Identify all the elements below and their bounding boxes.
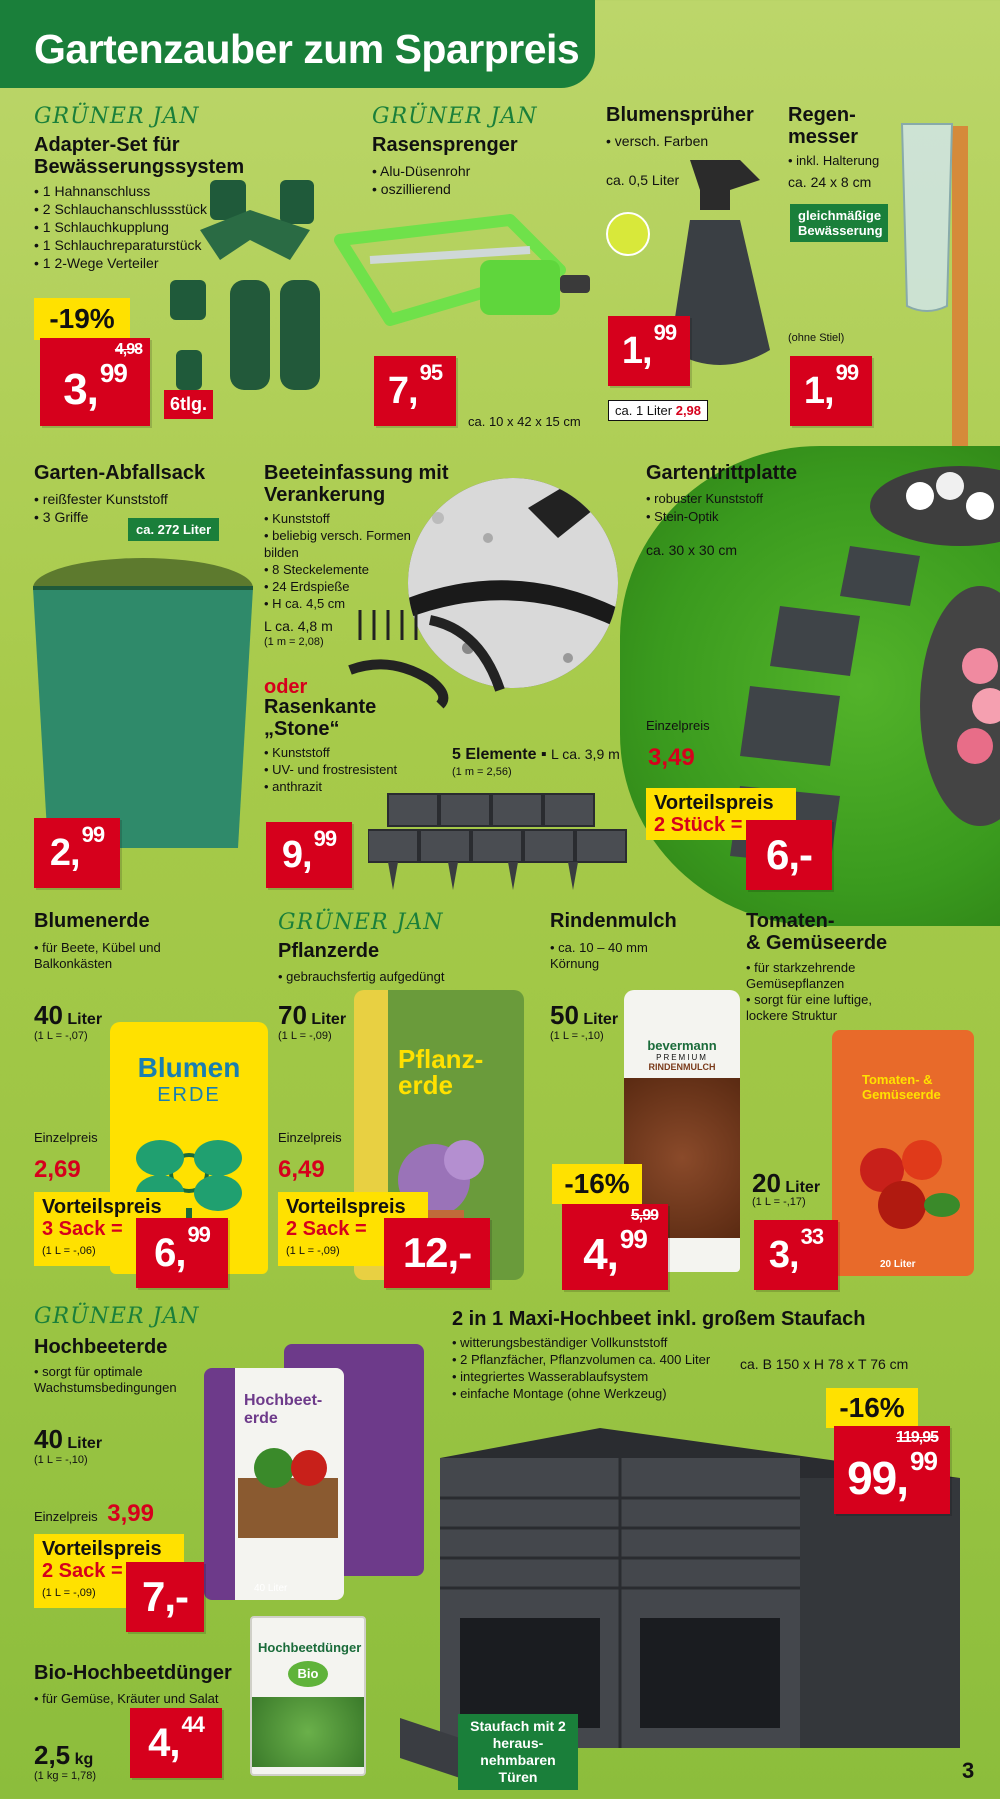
regenmesser-image <box>892 116 992 446</box>
abfallsack-title: Garten-Abfallsack <box>34 462 206 484</box>
regenmesser-badge: gleichmäßige Bewässerung <box>790 204 888 242</box>
pflanzerde-bag-image: Pflanz- erde <box>354 990 524 1280</box>
adapter-discount-badge: -19% <box>34 298 130 340</box>
rindenmulch-features: • ca. 10 – 40 mm Körnung <box>550 940 670 972</box>
adapter-old-price: 4,98 <box>114 341 142 358</box>
beeteinfassung-length: L ca. 4,8 m <box>264 618 333 634</box>
page-number: 3 <box>962 1758 975 1783</box>
adapter-pieces-badge: 6tlg. <box>164 390 213 419</box>
spruher-volume: ca. 0,5 Liter <box>606 172 680 188</box>
duenger-price-tag: 4, 44 <box>130 1708 222 1778</box>
rindenmulch-title: Rindenmulch <box>550 910 677 932</box>
duenger-unit-price: (1 kg = 1,78) <box>34 1770 97 1782</box>
abfallsack-price-tag: 2, 99 <box>34 818 120 888</box>
adapter-image <box>160 170 340 410</box>
hochbeeterde-deal-price: 7,- <box>126 1562 204 1632</box>
pflanzerde-features: • gebrauchsfertig aufgedüngt <box>278 968 444 986</box>
adapter-title: Adapter-Set für Bewässerungssystem <box>34 134 245 178</box>
regenmesser-title: Regen- messer <box>788 104 859 148</box>
spruher-base-price: ca. 1 Liter 2,98 <box>608 400 708 421</box>
pflanzerde-deal-price: 12,- <box>384 1218 490 1288</box>
trittplatte-deal-price: 6,- <box>746 820 832 890</box>
hochbeeterde-amount: 40 Liter <box>34 1424 103 1454</box>
blumenerde-unit-price: (1 L = -,07) <box>34 1030 88 1042</box>
page-title: Gartenzauber zum Sparpreis <box>34 26 580 72</box>
brand-logo: GRÜNER JAN <box>34 104 200 129</box>
tomatenerde-amount: 20 Liter <box>752 1168 821 1198</box>
tomatenerde-unit-price: (1 L = -,17) <box>752 1196 806 1208</box>
trittplatte-features: • robuster Kunststoff • Stein-Optik <box>646 490 763 526</box>
hochbeeterde-bag-image: Hochbeet- erde 40 Liter <box>204 1368 344 1600</box>
rindenmulch-amount: 50 Liter <box>550 1000 619 1030</box>
adapter-features: • 1 Hahnanschluss • 2 Schlauchanschlussstück • 1 Schlauchkupplung • 1 Schlauchreparaturstück • 1 2-Wege Verteiler <box>34 182 254 272</box>
duenger-features: • für Gemüse, Kräuter und Salat <box>34 1690 218 1708</box>
blumenerde-title: Blumenerde <box>34 910 150 932</box>
rindenmulch-old-price: 5,99 <box>630 1207 658 1224</box>
rindenmulch-unit-price: (1 L = -,10) <box>550 1030 604 1042</box>
regenmesser-size: ca. 24 x 8 cm <box>788 174 872 190</box>
regenmesser-features: • inkl. Halterung <box>788 152 879 170</box>
duenger-title: Bio-Hochbeetdünger <box>34 1662 232 1684</box>
tomatenerde-title: Tomaten- & Gemüseerde <box>746 910 888 954</box>
beeteinfassung-title: Beeteinfassung mit Verankerung <box>264 462 449 506</box>
page-header <box>0 0 595 88</box>
spruher-price-tag: 1, 99 <box>608 316 690 386</box>
rindenmulch-discount-badge: -16% <box>552 1164 642 1204</box>
rasenkante-elements: 5 Elemente ▪ L ca. 3,9 m <box>452 746 620 763</box>
rasenkante-title: Rasenkante „Stone“ <box>264 696 377 740</box>
rindenmulch-bag-image: bevermann PREMIUM RINDENMULCH <box>624 990 740 1272</box>
tomatenerde-bag-image: Tomaten- & Gemüseerde 20 Liter <box>832 1030 974 1276</box>
tomatenerde-features: • für starkzehrende Gemüsepflanzen • sorgt für eine luftige, lockere Struktur <box>746 960 896 1024</box>
trittplatte-single-price: 3,49 <box>648 744 695 771</box>
blumenerde-features: • für Beete, Kübel und Balkonkästen <box>34 940 224 972</box>
rasenkante-image <box>368 790 628 900</box>
beeteinfassung-or: oder <box>264 676 308 698</box>
rasenkante-features: • Kunststoff • UV- und frostresistent • anthrazit <box>264 744 397 795</box>
hochbeet-size: ca. B 150 x H 78 x T 76 cm <box>740 1356 909 1372</box>
hochbeet-old-price: 119,95 <box>895 1429 938 1446</box>
sprenger-title: Rasensprenger <box>372 134 518 156</box>
sprenger-features: • Alu-Düsenrohr • oszillierend <box>372 162 470 198</box>
hochbeeterde-unit-price: (1 L = -,10) <box>34 1454 88 1466</box>
pflanzerde-single-price: 6,49 <box>278 1156 325 1183</box>
blumenerde-deal-box: Vorteilspreis 3 Sack = (1 L = -,06) <box>34 1192 184 1266</box>
duenger-box-image: Hochbeetdünger Bio <box>250 1616 366 1776</box>
hochbeet-discount-badge: -16% <box>826 1388 918 1428</box>
regenmesser-price-tag: 1, 99 <box>790 356 872 426</box>
sprenger-image <box>330 210 610 340</box>
blumenerde-single-label: Einzelpreis <box>34 1130 98 1145</box>
duenger-amount: 2,5 kg <box>34 1740 94 1770</box>
trittplatte-deal-box: Vorteilspreis 2 Stück = <box>646 788 796 840</box>
beeteinfassung-unit-price: (1 m = 2,08) <box>264 636 324 648</box>
pflanzerde-amount: 70 Liter <box>278 1000 347 1030</box>
beeteinfassung-price-tag: 9, 99 <box>266 822 352 888</box>
color-option-swatch <box>606 212 650 256</box>
rindenmulch-price-tag: 5,99 4, 99 <box>562 1204 668 1290</box>
spruher-title: Blumensprüher <box>606 104 754 126</box>
blumenerde-amount: 40 Liter <box>34 1000 103 1030</box>
pflanzerde-deal-box: Vorteilspreis 2 Sack = (1 L = -,09) <box>278 1192 428 1266</box>
beeteinfassung-features: • Kunststoff • beliebig versch. Formen bilden • 8 Steckelemente • 24 Erdspieße • H ca. 4,5 cm <box>264 510 424 612</box>
brand-logo: GRÜNER JAN <box>372 104 538 129</box>
hochbeeterde-single-label: Einzelpreis 3,99 <box>34 1500 154 1527</box>
regenmesser-note: (ohne Stiel) <box>788 332 845 344</box>
sprenger-size: ca. 10 x 42 x 15 cm <box>468 414 581 429</box>
hochbeeterde-title: Hochbeeterde <box>34 1336 168 1358</box>
beeteinfassung-image <box>340 600 510 710</box>
pflanzerde-single-label: Einzelpreis <box>278 1130 342 1145</box>
trittplatte-title: Gartentrittplatte <box>646 462 798 484</box>
hochbeeterde-features: • sorgt für optimale Wachstumsbedingungen <box>34 1364 204 1396</box>
hochbeet-title: 2 in 1 Maxi-Hochbeet inkl. großem Staufach <box>452 1308 866 1330</box>
pflanzerde-unit-price: (1 L = -,09) <box>278 1030 332 1042</box>
abfallsack-volume-badge: ca. 272 Liter <box>128 518 219 541</box>
sprenger-price-tag: 7, 95 <box>374 356 456 426</box>
brand-logo: GRÜNER JAN <box>34 1304 200 1329</box>
trittplatte-single-label: Einzelpreis <box>646 718 710 733</box>
spruher-features: • versch. Farben <box>606 132 708 150</box>
hochbeet-price-tag: 119,95 99, 99 <box>834 1426 950 1514</box>
tomatenerde-price-tag: 3, 33 <box>754 1220 838 1290</box>
rasenkante-unit-price: (1 m = 2,56) <box>452 766 512 778</box>
brand-logo: GRÜNER JAN <box>278 910 444 935</box>
hochbeeterde-deal-box: Vorteilspreis 2 Sack = (1 L = -,09) <box>34 1534 184 1608</box>
blumenerde-single-price: 2,69 <box>34 1156 81 1183</box>
abfallsack-image <box>28 548 258 858</box>
blumenerde-deal-price: 6, 99 <box>136 1218 228 1288</box>
blumenerde-bag-image: Blumen ERDE <box>110 1022 268 1274</box>
adapter-price-tag: 4,98 3, 99 <box>40 338 150 426</box>
hochbeet-badge: Staufach mit 2 heraus-nehmbaren Türen <box>458 1714 578 1790</box>
hochbeet-features: • witterungsbeständiger Vollkunststoff • 2 Pflanzfächer, Pflanzvolumen ca. 400 Liter • integriertes Wasserablaufsystem • einfache Montage (ohne Werkzeug) <box>452 1334 710 1402</box>
trittplatte-size: ca. 30 x 30 cm <box>646 542 738 558</box>
abfallsack-features: • reißfester Kunststoff • 3 Griffe <box>34 490 168 526</box>
pflanzerde-title: Pflanzerde <box>278 940 380 962</box>
